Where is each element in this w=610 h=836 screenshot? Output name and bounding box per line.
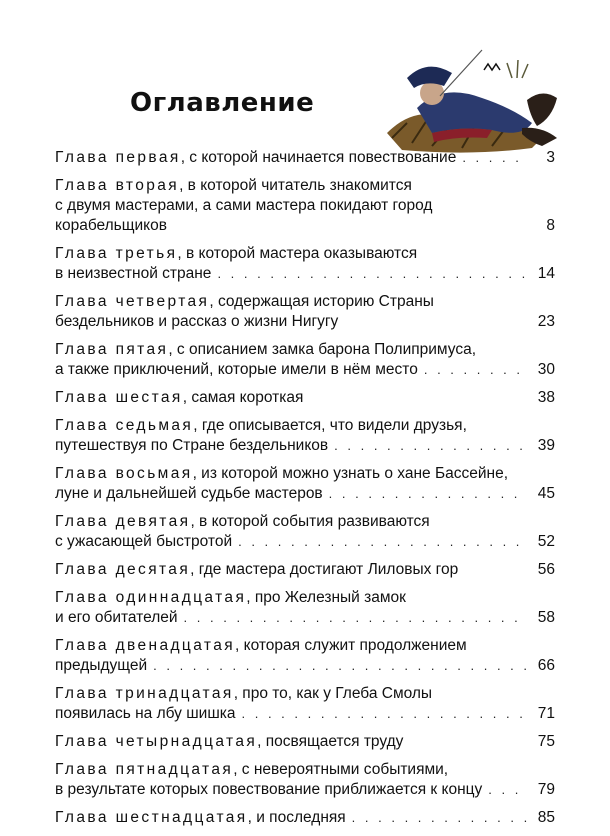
page-number: 58 [537,609,555,626]
chapter-label: Глава шестнадцатая [55,809,248,826]
page-number: 71 [537,705,555,722]
chapter-description: , с невероятными событиями, [233,761,449,778]
chapter-label: Глава шестая [55,389,183,406]
chapter-description-cont: с двумя мастерами, а сами мастера покидают город [55,197,433,214]
chapter-label: Глава тринадцатая [55,685,234,702]
chapter-label: Глава вторая [55,177,180,194]
page-number: 23 [537,313,555,330]
toc-entry [55,760,555,800]
page-number: 38 [537,389,555,406]
chapter-description: , про то, как у Глеба Смолы [233,685,433,702]
toc-entry [55,684,555,724]
chapter-description: , и последняя [247,809,346,826]
dot-leader [334,436,527,456]
page-number: 45 [537,485,555,502]
toc-entry [55,416,555,456]
page-number: 85 [537,809,555,826]
dot-leader [462,148,527,168]
table-of-contents [55,148,555,836]
dot-leader [238,532,527,552]
toc-entry [55,292,555,332]
dot-leader [217,264,527,284]
chapter-label: Глава седьмая [55,417,194,434]
toc-entry [55,636,555,676]
chapter-label: Глава пятнадцатая [55,761,234,778]
chapter-label: Глава двенадцатая [55,637,236,654]
chapter-label: Глава десятая [55,561,191,578]
chapter-label: Глава третья [55,245,178,262]
toc-entry [55,588,555,628]
page-number: 14 [537,265,555,282]
page-number: 8 [546,217,555,234]
chapter-description: , самая короткая [182,389,304,406]
chapter-description-cont: путешествуя по Стране бездельников [55,437,329,454]
page-number: 39 [537,437,555,454]
chapter-description: , где мастера достигают Лиловых гор [190,561,459,578]
chapter-description-cont: в результате которых повествование приближается к концу [55,781,483,798]
toc-entry [55,176,555,236]
chapter-label: Глава одиннадцатая [55,589,247,606]
page-number: 3 [546,149,555,166]
chapter-description: , с описанием замка барона Полипримуса, [168,341,477,358]
dot-leader [488,780,527,800]
chapter-label: Глава четырнадцатая [55,733,258,750]
dot-leader [329,484,527,504]
chapter-description-cont: появилась на лбу шишка [55,705,236,722]
toc-entry [55,512,555,552]
toc-entry [55,560,555,580]
chapter-description-cont: бездельников и рассказ о жизни Нигугу [55,313,339,330]
chapter-description-cont: луне и дальнейшей судьбе мастеров [55,485,323,502]
page-title: Оглавление [130,88,315,118]
page-number: 56 [537,561,555,578]
page-number: 75 [537,733,555,750]
chapter-description-cont: предыдущей [55,657,148,674]
chapter-description-cont: с ужасающей быстротой [55,533,233,550]
page-number: 52 [537,533,555,550]
toc-entry [55,808,555,828]
chapter-description: , в которой мастера оказываются [177,245,418,262]
dot-leader [184,608,527,628]
chapter-description-cont: и его обитателей [55,609,178,626]
toc-entry [55,388,555,408]
page-number: 66 [537,657,555,674]
page-number: 30 [537,361,555,378]
chapter-label: Глава пятая [55,341,169,358]
chapter-description: , которая служит продолжением [235,637,467,654]
chapter-description-cont: в неизвестной стране [55,265,212,282]
chapter-description-cont: корабельщиков [55,217,167,234]
page-number: 79 [537,781,555,798]
toc-entry [55,340,555,380]
toc-entry [55,148,555,168]
chapter-description: , из которой можно узнать о хане Бассейне, [192,465,509,482]
toc-entry [55,464,555,504]
sleeping-man-illustration [372,38,572,158]
chapter-description: , посвящается труду [257,733,404,750]
dot-leader [242,704,528,724]
chapter-label: Глава первая [55,149,181,166]
toc-entry [55,244,555,284]
chapter-description: , где описывается, что видели друзья, [193,417,467,434]
chapter-label: Глава девятая [55,513,191,530]
dot-leader [153,656,527,676]
chapter-description: , с которой начинается повествование [180,149,457,166]
chapter-description: , в которой события развиваются [190,513,430,530]
chapter-label: Глава восьмая [55,465,193,482]
dot-leader [424,360,527,380]
chapter-label: Глава четвертая [55,293,210,310]
dot-leader [352,808,527,828]
chapter-description-cont: а также приключений, которые имели в нём место [55,361,418,378]
chapter-description: , содержащая историю Страны [209,293,434,310]
chapter-description: , в которой читатель знакомится [179,177,412,194]
toc-entry [55,732,555,752]
chapter-description: , про Железный замок [246,589,406,606]
